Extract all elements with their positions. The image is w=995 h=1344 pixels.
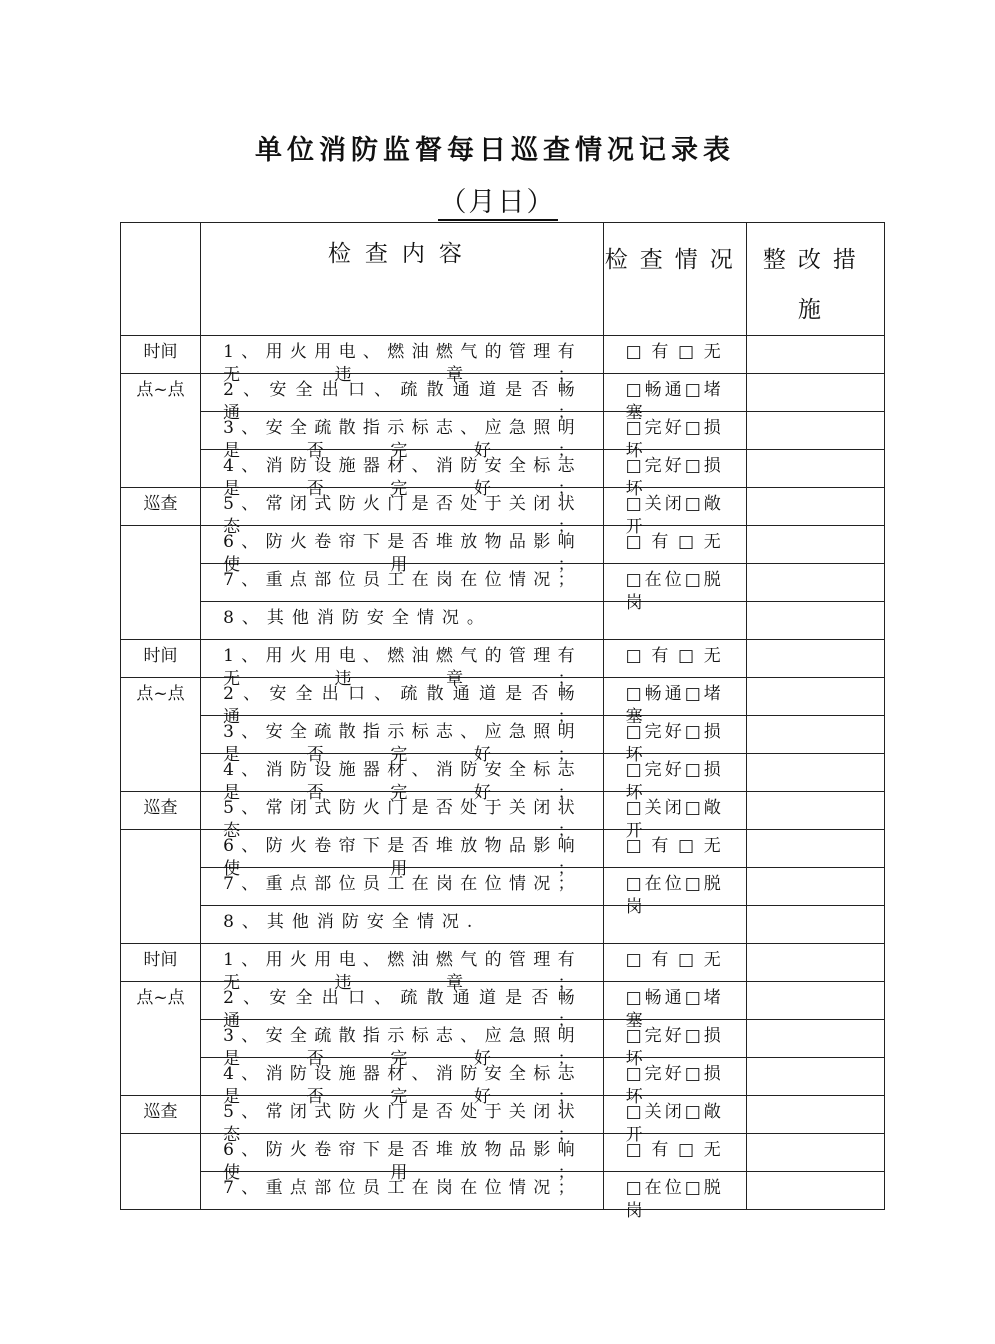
fix-measure-cell[interactable] [746, 868, 884, 906]
time-cell[interactable] [121, 1134, 201, 1210]
check-item-text: 4、消防设施器材、消防安全标志是否完好； [223, 760, 581, 803]
check-status-options[interactable] [604, 906, 746, 940]
fix-measure-cell[interactable] [746, 412, 884, 450]
fix-measure-cell[interactable] [746, 792, 884, 830]
fix-measure-cell[interactable] [746, 488, 884, 526]
table-row [121, 1134, 885, 1172]
header-time-cell [121, 223, 201, 336]
table-row [121, 336, 885, 374]
time-label: 点~点 [136, 988, 185, 1008]
check-status-cell[interactable] [603, 374, 746, 423]
check-item-cell [201, 1096, 604, 1145]
check-status-cell[interactable] [603, 488, 746, 537]
check-item-cell [201, 1172, 604, 1210]
time-label: 巡查 [143, 798, 178, 818]
check-item-text: 7、重点部位员工在岗在位情况； [223, 1178, 581, 1198]
check-status-options[interactable]: □有□无 [625, 950, 724, 970]
time-cell[interactable] [121, 678, 201, 792]
check-item-text: 6、防火卷帘下是否堆放物品影响使用； [223, 1140, 581, 1183]
fix-measure-cell[interactable] [746, 906, 884, 944]
check-item-cell [201, 526, 604, 575]
fix-measure-cell[interactable] [746, 374, 884, 412]
check-status-options[interactable] [604, 602, 746, 636]
check-item-text: 5、常闭式防火门是否处于关闭状态； [223, 1102, 581, 1145]
table-row [121, 678, 885, 716]
check-status-cell[interactable] [603, 830, 746, 868]
header-fix-label: 整改措施 [762, 247, 868, 323]
check-status-cell[interactable] [603, 450, 746, 499]
table-row [121, 488, 885, 526]
check-item-cell [201, 678, 604, 727]
check-status-options[interactable]: □完好□损坏 [625, 418, 724, 461]
time-label: 时间 [143, 342, 178, 362]
table-row [121, 450, 885, 488]
check-status-options[interactable]: □完好□损坏 [625, 760, 724, 803]
check-status-cell[interactable] [603, 754, 746, 803]
table-header-row [121, 223, 885, 336]
check-status-options[interactable]: □有□无 [625, 646, 724, 666]
check-item-cell [201, 374, 604, 423]
fix-measure-cell[interactable] [746, 640, 884, 678]
time-cell[interactable] [121, 944, 201, 982]
check-status-cell[interactable] [603, 526, 746, 564]
check-status-cell[interactable] [603, 982, 746, 1031]
check-item-text: 3、安全疏散指示标志、应急照明是否完好； [223, 418, 581, 461]
check-item-text: 7、重点部位员工在岗在位情况； [223, 570, 581, 590]
check-status-options[interactable]: □完好□损坏 [625, 722, 724, 765]
check-status-options[interactable]: □畅通□堵塞 [625, 684, 724, 727]
fix-measure-cell[interactable] [746, 1058, 884, 1096]
time-cell[interactable] [121, 488, 201, 526]
check-item-cell [201, 830, 604, 879]
check-status-cell[interactable] [603, 792, 746, 841]
check-item-cell [201, 412, 604, 461]
table-row [121, 944, 885, 982]
check-status-options[interactable]: □关闭□敞开 [625, 494, 724, 537]
check-item-text: 1、用火用电、燃油燃气的管理有无违章； [223, 646, 581, 689]
check-item-cell [201, 488, 604, 537]
time-label: 点~点 [136, 380, 185, 400]
table-row [121, 716, 885, 754]
header-status-cell [603, 223, 746, 336]
time-label: 时间 [143, 646, 178, 666]
check-item-text: 5、常闭式防火门是否处于关闭状态； [223, 494, 581, 537]
table-row [121, 868, 885, 906]
check-status-options[interactable]: □有□无 [625, 836, 724, 856]
check-status-options[interactable]: □在位□脱岗 [625, 874, 724, 917]
check-item-cell [201, 450, 604, 499]
time-cell[interactable] [121, 336, 201, 374]
check-status-cell[interactable] [603, 602, 746, 640]
fix-measure-cell[interactable] [746, 450, 884, 488]
patrol-record-table [120, 222, 885, 1221]
table-row [121, 830, 885, 868]
table-row [121, 1020, 885, 1058]
check-status-cell[interactable] [603, 716, 746, 765]
table-row [121, 1096, 885, 1134]
check-item-cell [201, 754, 604, 803]
time-cell[interactable] [121, 792, 201, 830]
check-item-cell [201, 716, 604, 765]
check-item-text: 4、消防设施器材、消防安全标志是否完好； [223, 1064, 581, 1107]
date-subtitle[interactable]: （月日） [0, 180, 995, 219]
check-status-options[interactable]: □有□无 [625, 1140, 724, 1160]
check-item-text: 8、其他消防安全情况. [223, 912, 481, 932]
time-cell[interactable] [121, 526, 201, 640]
check-status-cell[interactable] [603, 1134, 746, 1172]
check-status-options[interactable]: □有□无 [625, 342, 724, 362]
check-status-cell[interactable] [603, 868, 746, 917]
check-item-cell [201, 944, 604, 993]
check-item-text: 7、重点部位员工在岗在位情况； [223, 874, 581, 894]
check-item-cell [201, 564, 604, 602]
check-status-cell[interactable] [603, 412, 746, 461]
fix-measure-cell[interactable] [746, 944, 884, 982]
check-item-text: 4、消防设施器材、消防安全标志是否完好； [223, 456, 581, 499]
table-row [121, 906, 885, 944]
fix-measure-cell[interactable] [746, 564, 884, 602]
check-status-options[interactable]: □在位□脱岗 [625, 1178, 724, 1221]
fix-measure-cell[interactable] [746, 602, 884, 640]
time-cell[interactable] [121, 830, 201, 944]
time-label: 点~点 [136, 684, 185, 704]
time-cell[interactable] [121, 374, 201, 488]
check-item-text: 3、安全疏散指示标志、应急照明是否完好； [223, 722, 581, 765]
check-item-text: 6、防火卷帘下是否堆放物品影响使用； [223, 836, 581, 879]
check-status-options[interactable]: □在位□脱岗 [625, 570, 724, 613]
header-content-cell [201, 223, 604, 336]
check-status-cell[interactable] [603, 336, 746, 374]
check-item-cell [201, 1058, 604, 1107]
time-cell[interactable] [121, 1096, 201, 1134]
check-status-cell[interactable] [603, 678, 746, 727]
check-status-cell[interactable] [603, 640, 746, 678]
check-item-text: 2、安全出口、疏散通道是否畅通； [223, 988, 581, 1031]
check-item-cell [201, 906, 604, 944]
table-row [121, 982, 885, 1020]
check-status-options[interactable]: □完好□损坏 [625, 1026, 724, 1069]
check-item-text: 2、安全出口、疏散通道是否畅通； [223, 684, 581, 727]
fix-measure-cell[interactable] [746, 1134, 884, 1172]
check-status-options[interactable]: □畅通□堵塞 [625, 988, 724, 1031]
fix-measure-cell[interactable] [746, 1096, 884, 1134]
table-row [121, 754, 885, 792]
check-status-cell[interactable] [603, 1096, 746, 1145]
fix-measure-cell[interactable] [746, 1020, 884, 1058]
fix-measure-cell[interactable] [746, 1172, 884, 1210]
fix-measure-cell[interactable] [746, 754, 884, 792]
header-content-label: 检查内容 [327, 241, 476, 267]
check-item-cell [201, 982, 604, 1031]
fix-measure-cell[interactable] [746, 678, 884, 716]
time-label: 时间 [143, 950, 178, 970]
check-status-cell[interactable] [603, 1020, 746, 1069]
check-item-text: 1、用火用电、燃油燃气的管理有无违章； [223, 342, 581, 385]
fix-measure-cell[interactable] [746, 830, 884, 868]
check-status-cell[interactable] [603, 564, 746, 613]
fix-measure-cell[interactable] [746, 336, 884, 374]
check-item-cell [201, 1020, 604, 1069]
check-item-text: 8、其他消防安全情况。 [223, 608, 492, 628]
time-cell[interactable] [121, 640, 201, 678]
table-row [121, 640, 885, 678]
header-fix-cell [746, 223, 884, 336]
check-status-options[interactable]: □完好□损坏 [625, 1064, 724, 1107]
check-item-cell [201, 336, 604, 385]
check-item-text: 5、常闭式防火门是否处于关闭状态； [223, 798, 581, 841]
check-item-cell [201, 1134, 604, 1183]
table-row [121, 412, 885, 450]
check-item-cell [201, 602, 604, 640]
check-item-text: 3、安全疏散指示标志、应急照明是否完好； [223, 1026, 581, 1069]
table-row [121, 1172, 885, 1210]
table-row [121, 526, 885, 564]
check-status-cell[interactable] [603, 1172, 746, 1221]
check-item-text: 2、安全出口、疏散通道是否畅通； [223, 380, 581, 423]
time-cell[interactable] [121, 982, 201, 1096]
fix-measure-cell[interactable] [746, 982, 884, 1020]
table-row [121, 564, 885, 602]
check-status-options[interactable]: □关闭□敞开 [625, 798, 724, 841]
check-item-text: 1、用火用电、燃油燃气的管理有无违章； [223, 950, 581, 993]
table-row [121, 792, 885, 830]
check-status-cell[interactable] [603, 944, 746, 982]
check-status-options[interactable]: □完好□损坏 [625, 456, 724, 499]
table-row [121, 374, 885, 412]
time-label: 巡查 [143, 494, 178, 514]
check-status-options[interactable]: □畅通□堵塞 [625, 380, 724, 423]
check-status-options[interactable]: □有□无 [625, 532, 724, 552]
check-status-cell[interactable] [603, 906, 746, 944]
fix-measure-cell[interactable] [746, 716, 884, 754]
check-item-cell [201, 868, 604, 906]
time-label: 巡查 [143, 1102, 178, 1122]
fix-measure-cell[interactable] [746, 526, 884, 564]
check-status-options[interactable]: □关闭□敞开 [625, 1102, 724, 1145]
check-item-cell [201, 792, 604, 841]
check-item-text: 6、防火卷帘下是否堆放物品影响使用； [223, 532, 581, 575]
check-status-cell[interactable] [603, 1058, 746, 1107]
page-title: 单位消防监督每日巡查情况记录表 [255, 135, 735, 166]
table-row [121, 1058, 885, 1096]
table-row [121, 602, 885, 640]
header-status-label: 检查情况 [604, 247, 745, 273]
check-item-cell [201, 640, 604, 689]
